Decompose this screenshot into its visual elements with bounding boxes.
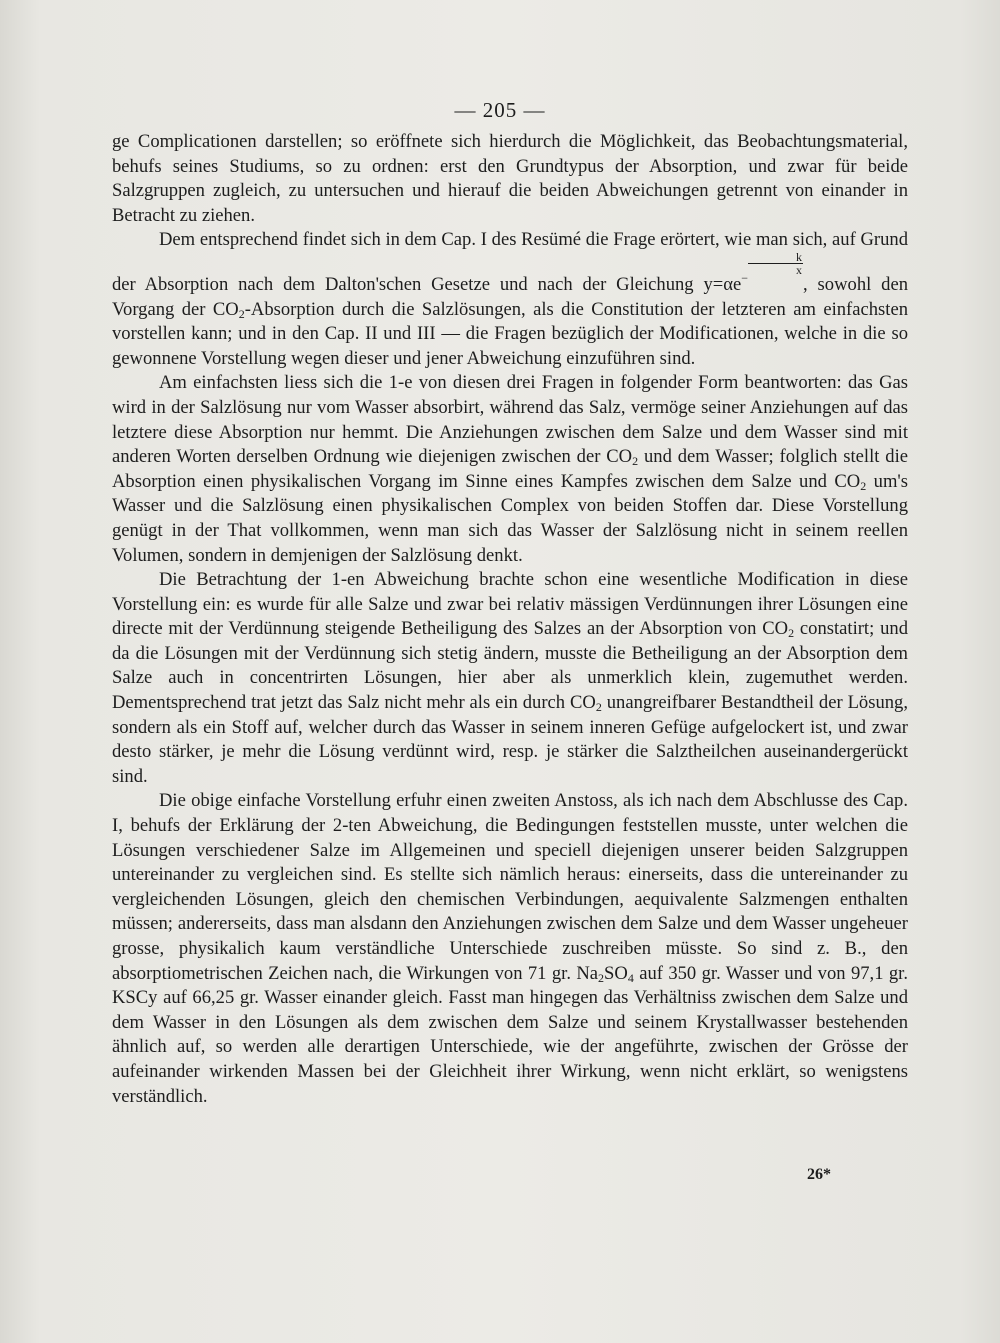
paragraph-2-text-b: , sowohl den Vorgang der CO (112, 273, 908, 320)
printer-signature: 26* (807, 1166, 831, 1183)
formula-numerator: k (748, 251, 803, 264)
co2-subscript: 2 (632, 454, 639, 469)
paragraph-2-text-c: -Absorption durch die Salzlösungen, als die Constitution der letzteren am einfachsten vorstellen kann; und in den Cap. II und III — die Fragen bezüglich der Modificationen, welche in die so gewonnene Vorstellung wegen dieser und jener Abweichung einzuführen sind. (112, 298, 909, 369)
formula-equals: = (712, 273, 724, 295)
paragraph-3-text-c: um's Wasser und die Salzlösung einen physikalischen Complex von beiden Stoffen dar. Diese Vorstellung genügt in der That vollkommen, wenn man sich das Wasser der Salzlösung nicht in seinem reellen Volumen, sondern in demjenigen der Salzlösung denkt. (112, 470, 908, 566)
so4-subscript: 4 (627, 970, 634, 985)
paragraph-3 (112, 371, 908, 568)
formula-base: αe (723, 273, 742, 295)
na2-subscript: 2 (598, 970, 605, 985)
co2-subscript: 2 (860, 478, 867, 493)
paragraph-1 (112, 130, 908, 228)
paragraph-5-text-c: auf 350 gr. Wasser und von 97,1 gr. KSCy auf 66,25 gr. Wasser einander gleich. Fasst man hingegen das Verhältniss zwischen dem Salze und dem Wasser in den Lösungen als dem zwischen dem Salze und seinem Krystallwasser bestehenden ähnlich auf, so werden alle derartigen Unterschiede, wie der angeführte, zwischen der Grösse der aufeinander wirkenden Massen bei der Gleichheit ihrer Wirkung, wenn nicht erklärt, so wenigstens verständlich. (112, 962, 908, 1107)
paragraph-2 (112, 228, 908, 371)
paragraph-5 (112, 789, 908, 1109)
dalton-equation (703, 249, 803, 295)
paragraph-3-text-a: Am einfachsten liess sich die 1-e von diesen drei Fragen in folgender Form beantworten: das Gas wird in der Salzlösung nur vom Wasser absorbirt, während das Salz, vermöge seiner Anziehungen auf das letztere diese Absorption nur hemmt. Die Anziehungen zwischen dem Salze und dem Wasser sind mit anderen Worten derselben Ordnung wie diejenigen zwischen der CO (112, 372, 908, 468)
co2-subscript: 2 (595, 700, 602, 715)
page-number: — 205 — (454, 98, 546, 122)
formula-minus: − (741, 270, 749, 285)
paragraph-1-text: ge Complicationen darstellen; so eröffnete sich hierdurch die Möglichkeit, das Beobachtungsmaterial, behufs seines Studiums, so zu ordnen: erst den Grundtypus der Absorption, und zwar für beide Salzgruppen zugleich, zu untersuchen und hierauf die beiden Abweichungen getrennt von einander in Betracht zu ziehen. (112, 131, 908, 226)
paragraph-5-text-b: SO (604, 962, 628, 984)
paragraph-4-text-a: Die Betrachtung der 1-en Abweichung brachte schon eine wesentliche Modification in diese Vorstellung ein: es wurde für alle Salze und zwar bei relativ mässigen Verdünnungen ihrer Lösungen eine directe mit der Verdünnung steigende Betheiligung des Salzes an der Absorption von CO (112, 569, 908, 640)
paragraph-4-text-c: unangreifbarer Bestandtheil der Lösung, sondern als ein Stoff auf, welcher durch das Wasser in seinem inneren Gefüge aufgelockert ist, und zwar desto stärker, je mehr die Lösung verdünnt wird, resp. je stärker die Salztheilchen auseinandergerückt sind. (112, 692, 908, 787)
formula-exponent (748, 251, 803, 276)
formula-lhs: y (703, 273, 713, 295)
paragraph-3-text-b: und dem Wasser; folglich stellt die Absorption einen physikalischen Vorgang im Sinne eines Kampfes zwischen dem Salze und CO (112, 446, 908, 492)
paragraph-4 (112, 568, 908, 789)
paragraph-5-text-a: Die obige einfache Vorstellung erfuhr einen zweiten Anstoss, als ich nach dem Abschlusse des Cap. I, behufs der Erklärung der 2-ten Abweichung, die Bedingungen feststellen musste, unter welchen die Lösungen verschiedener Salze im Allgemeinen und speciell diejenigen unserer beiden Salzgruppen untereinander zu vergleichen sind. Es stellte sich nämlich heraus: einerseits, dass die untereinander zu vergleichenden Lösungen, gleich den chemischen Verbindungen, aequivalente Salzmengen enthalten müssen; andererseits, dass man alsdann den Anziehungen zwischen dem Salze und dem Wasser ungeheuer grosse, physikalich kaum verständliche Unterschiede zuschreiben müsste. So sind z. B., den absorptiometrischen Zeichen nach, die Wirkungen von 71 gr. Na (112, 790, 908, 984)
body-text (112, 130, 908, 1109)
formula-denominator: x (796, 262, 803, 277)
paragraph-2-text-a: Dem entsprechend findet sich in dem Cap. I des Resümé die Frage erörtert, wie man sich, auf Grund der Absorption nach dem Dalton'schen Gesetze und nach der Gleichung (112, 229, 908, 295)
co2-subscript: 2 (238, 306, 245, 321)
paragraph-4-text-b: constatirt; und da die Lösungen mit der Verdünnung sich stetig ändern, musste die Betheiligung an der Absorption dem Salze auch in concentrirten Lösungen, hier aber als unmerklich klein, zugemuthet werden. Dementsprechend trat jetzt das Salz nicht mehr als ein durch CO (112, 618, 909, 714)
co2-subscript: 2 (788, 626, 795, 641)
